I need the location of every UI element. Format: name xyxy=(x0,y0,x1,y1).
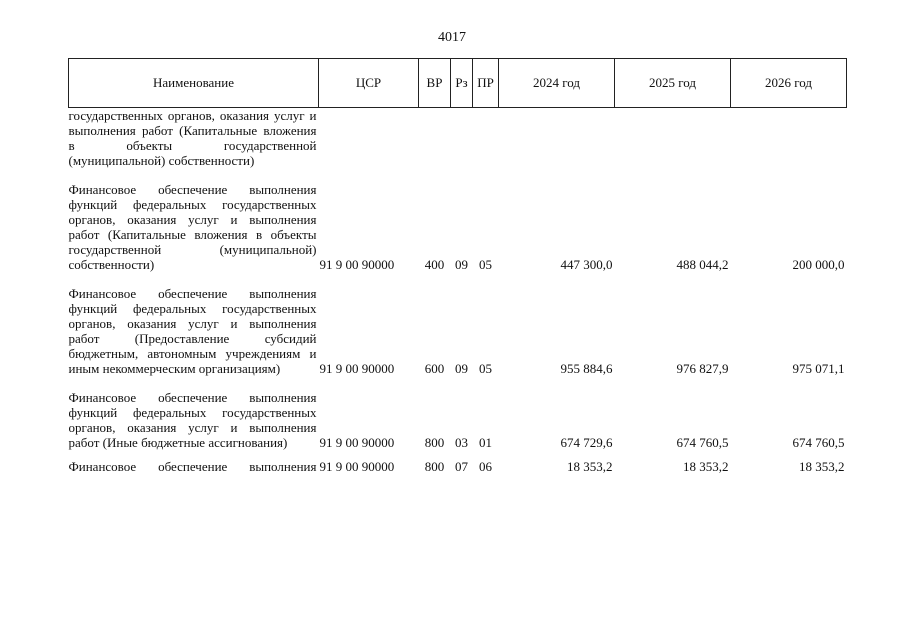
row-csr: 91 9 00 90000 xyxy=(319,361,395,376)
row-2025: 488 044,2 xyxy=(676,257,729,272)
row-2024: 674 729,6 xyxy=(560,435,613,450)
row-2025: 976 827,9 xyxy=(676,361,729,376)
row-vr: 600 xyxy=(424,361,445,376)
row-rz: 03 xyxy=(455,435,468,450)
row-2024 xyxy=(499,108,615,169)
row-2025 xyxy=(615,108,731,169)
row-rz: 09 xyxy=(455,257,468,272)
row-rz xyxy=(451,108,473,169)
row-2025: 674 760,5 xyxy=(676,435,729,450)
table-row xyxy=(69,459,847,474)
row-rz: 09 xyxy=(455,361,468,376)
row-rz: 07 xyxy=(455,459,468,474)
row-csr: 91 9 00 90000 xyxy=(319,459,395,474)
header-2026: 2026 год xyxy=(731,59,847,108)
row-2026: 200 000,0 xyxy=(792,257,845,272)
table-row xyxy=(69,390,847,450)
budget-table-container xyxy=(68,58,847,474)
table-row xyxy=(69,286,847,376)
row-spacer xyxy=(69,272,847,286)
row-name: Финансовое обеспечение выполнения функций федеральных государственных органов, оказания услуг и выполнения работ (Предоставление субсидий бюджетным, автономным учреждениям и иным некоммерческим организациям) xyxy=(68,286,317,376)
header-csr: ЦСР xyxy=(319,59,419,108)
row-vr xyxy=(419,108,451,169)
row-2025: 18 353,2 xyxy=(683,459,729,474)
row-name: Финансовое обеспечение выполнения функций федеральных государственных органов, оказания услуг и выполнения работ (Иные бюджетные ассигнования) xyxy=(68,390,317,450)
header-pr: ПР xyxy=(473,59,499,108)
row-2026 xyxy=(731,108,847,169)
row-csr: 91 9 00 90000 xyxy=(319,257,395,272)
row-vr: 800 xyxy=(424,459,445,474)
row-pr: 06 xyxy=(479,459,492,474)
row-spacer xyxy=(69,376,847,390)
row-2024: 18 353,2 xyxy=(567,459,613,474)
header-rz: Рз xyxy=(451,59,473,108)
row-pr: 05 xyxy=(479,361,492,376)
row-pr: 05 xyxy=(479,257,492,272)
row-spacer xyxy=(69,450,847,459)
row-pr: 01 xyxy=(479,435,492,450)
budget-table xyxy=(68,58,847,474)
row-spacer xyxy=(69,168,847,182)
row-name: Финансовое обеспечение выполнения xyxy=(68,459,317,474)
header-2025: 2025 год xyxy=(615,59,731,108)
row-2026: 18 353,2 xyxy=(799,459,845,474)
header-name: Наименование xyxy=(69,59,319,108)
row-2024: 447 300,0 xyxy=(560,257,613,272)
row-csr: 91 9 00 90000 xyxy=(319,435,395,450)
row-vr: 800 xyxy=(424,435,445,450)
row-name: Финансовое обеспечение выполнения функций федеральных государственных органов, оказания услуг и выполнения работ (Капитальные вложения в объекты государственной (муниципальной) собственности) xyxy=(68,182,317,272)
row-2026: 975 071,1 xyxy=(792,361,845,376)
header-2024: 2024 год xyxy=(499,59,615,108)
row-2024: 955 884,6 xyxy=(560,361,613,376)
row-pr xyxy=(473,108,499,169)
page-number: 4017 xyxy=(438,30,466,45)
row-name: государственных органов, оказания услуг и выполнения работ (Капитальные вложения в объекты государственной (муниципальной) собственности) xyxy=(68,108,317,168)
table-header-row xyxy=(69,59,847,108)
row-vr: 400 xyxy=(424,257,445,272)
header-vr: ВР xyxy=(419,59,451,108)
row-2026: 674 760,5 xyxy=(792,435,845,450)
row-csr xyxy=(319,108,419,169)
table-row xyxy=(69,182,847,272)
table-row xyxy=(69,108,847,169)
